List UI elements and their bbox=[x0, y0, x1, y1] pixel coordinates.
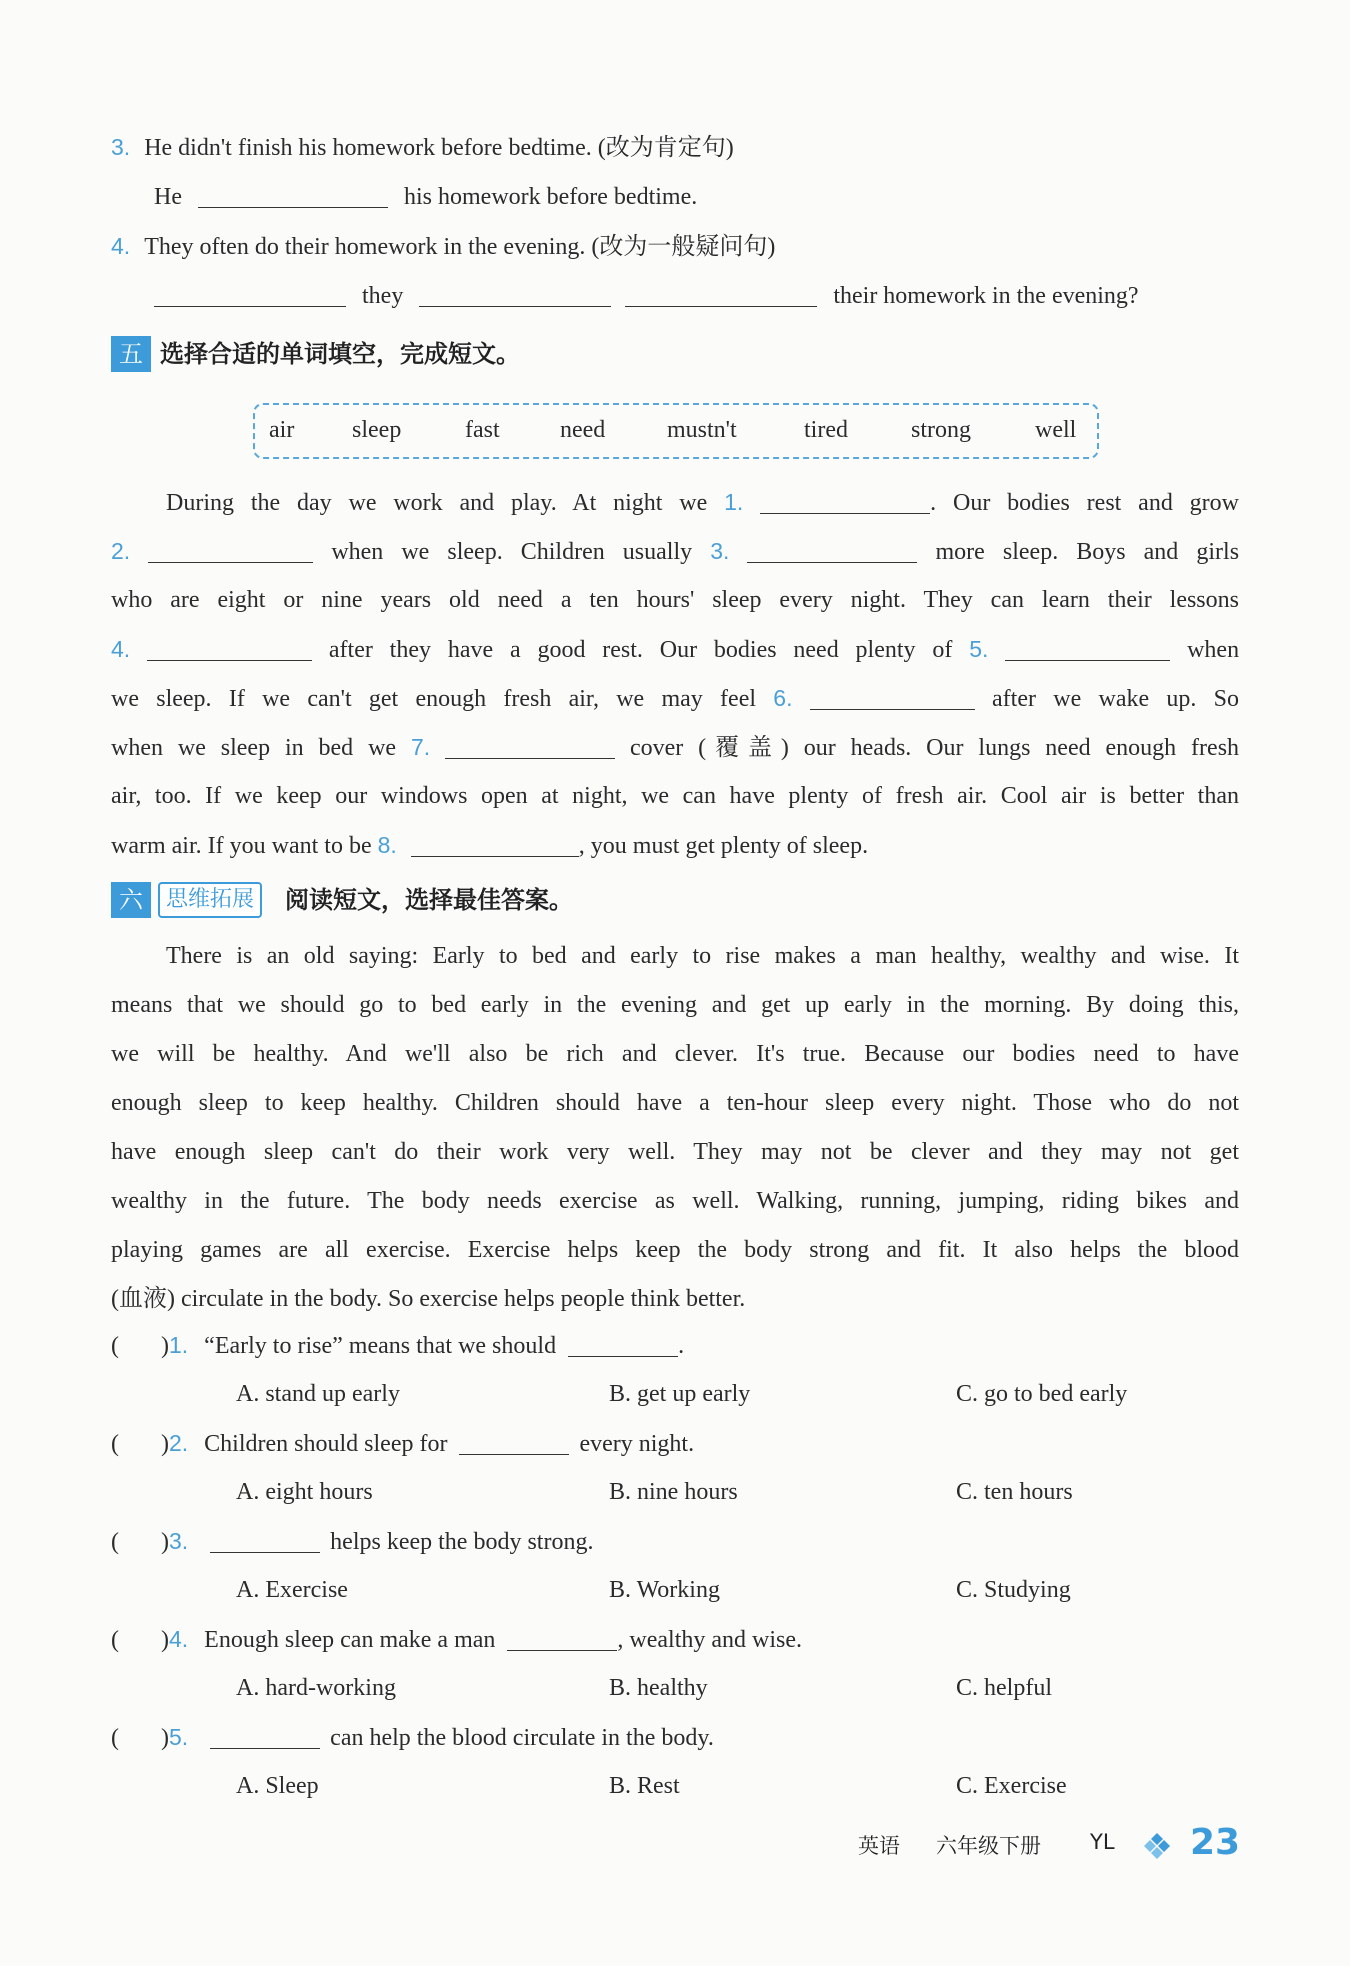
passage-line: warm air. If you want to be 8. , you must get plenty of sleep. bbox=[111, 832, 869, 859]
word-bank-item: well bbox=[1035, 417, 1077, 443]
answer-suffix: their homework in the evening? bbox=[833, 283, 1139, 309]
option-b[interactable]: B. Rest bbox=[609, 1773, 680, 1799]
footer-edition: YL bbox=[1090, 1830, 1115, 1854]
answer-line-4 bbox=[154, 281, 1139, 311]
answer-bracket[interactable]: ( ) bbox=[111, 1627, 169, 1653]
cloze-blank[interactable] bbox=[411, 832, 579, 857]
stem-blank bbox=[459, 1430, 569, 1455]
answer-bracket[interactable]: ( ) bbox=[111, 1333, 169, 1359]
option-a[interactable]: A. hard-working bbox=[236, 1675, 396, 1701]
passage-line: when we sleep in bed we 7. cover (覆盖) our heads. Our lungs need enough fresh bbox=[111, 734, 1240, 761]
passage-line: (血液) circulate in the body. So exercise helps people think better. bbox=[111, 1286, 746, 1312]
question-stem: Children should sleep for bbox=[204, 1431, 448, 1457]
section-badge: 六 bbox=[111, 882, 151, 918]
option-c[interactable]: C. go to bed early bbox=[956, 1381, 1128, 1407]
word-bank-item: mustn't bbox=[667, 417, 737, 443]
answer-bracket[interactable]: ( ) bbox=[111, 1431, 169, 1457]
cloze-blank[interactable] bbox=[445, 734, 615, 759]
question-stem-end: , wealthy and wise. bbox=[617, 1627, 803, 1653]
stem-blank bbox=[210, 1724, 320, 1749]
answer-blank[interactable] bbox=[625, 282, 817, 307]
footer-grade: 六年级下册 bbox=[936, 1834, 1041, 1858]
question-stem-end: can help the blood circulate in the body. bbox=[330, 1725, 714, 1751]
question-number: 3. bbox=[168, 1528, 189, 1554]
option-c[interactable]: C. ten hours bbox=[956, 1479, 1073, 1505]
passage-line: who are eight or nine years old need a ten hours' sleep every night. They can learn their lessons bbox=[111, 587, 1239, 613]
option-a[interactable]: A. stand up early bbox=[236, 1381, 400, 1407]
cloze-passage bbox=[111, 478, 1239, 870]
option-a[interactable]: A. eight hours bbox=[236, 1479, 373, 1505]
word-bank-item: need bbox=[560, 417, 606, 443]
mc-question bbox=[111, 1526, 593, 1557]
cloze-blank[interactable] bbox=[760, 489, 930, 514]
answer-blank[interactable] bbox=[198, 183, 388, 208]
option-c[interactable]: C. Studying bbox=[956, 1577, 1071, 1603]
option-b[interactable]: B. healthy bbox=[609, 1675, 708, 1701]
mc-question bbox=[111, 1428, 694, 1459]
mc-question bbox=[111, 1330, 684, 1361]
question-stem-end: helps keep the body strong. bbox=[330, 1529, 594, 1555]
cloze-blank[interactable] bbox=[1005, 636, 1170, 661]
cloze-blank[interactable] bbox=[147, 636, 312, 661]
passage-line: playing games are all exercise. Exercise helps keep the body strong and fit. It also helps the blood bbox=[111, 1237, 1239, 1263]
passage-line: air, too. If we keep our windows open at night, we can have plenty of fresh air. Cool air is better than bbox=[111, 783, 1239, 809]
passage-line: enough sleep to keep healthy. Children should have a ten-hour sleep every night. Those who do not bbox=[111, 1090, 1239, 1116]
answer-prefix: He bbox=[154, 184, 182, 210]
page-number: 23 bbox=[1190, 1822, 1241, 1863]
passage-line: During the day we work and play. At night we 1. . Our bodies rest and grow bbox=[166, 489, 1239, 516]
section-tag: 思维拓展 bbox=[158, 882, 262, 918]
passage-line: There is an old saying: Early to bed and early to rise makes a man healthy, wealthy and wise. It bbox=[166, 943, 1239, 969]
word-bank-item: fast bbox=[465, 417, 500, 443]
mc-question bbox=[111, 1722, 714, 1753]
question-stem: Enough sleep can make a man bbox=[204, 1627, 496, 1653]
section-badge: 五 bbox=[111, 336, 151, 372]
cloze-blank[interactable] bbox=[810, 685, 975, 710]
passage-line: have enough sleep can't do their work very well. They may not be clever and they may not get bbox=[111, 1139, 1239, 1165]
passage-line: we will be healthy. And we'll also be rich and clever. It's true. Because our bodies need to have bbox=[111, 1041, 1239, 1067]
footer-subject: 英语 bbox=[858, 1834, 900, 1858]
word-bank-item: air bbox=[269, 417, 295, 443]
option-a[interactable]: A. Exercise bbox=[236, 1577, 348, 1603]
answer-word: they bbox=[362, 283, 404, 309]
word-bank-item: tired bbox=[804, 417, 848, 443]
question-text: They often do their homework in the evening. (改为一般疑问句) bbox=[144, 234, 776, 260]
cloze-blank[interactable] bbox=[747, 538, 917, 563]
passage-line: means that we should go to bed early in the evening and get up early in the morning. By doing this, bbox=[111, 992, 1239, 1018]
stem-blank bbox=[210, 1528, 320, 1553]
question-stem: “Early to rise” means that we should bbox=[204, 1333, 557, 1359]
option-c[interactable]: C. Exercise bbox=[956, 1773, 1067, 1799]
option-a[interactable]: A. Sleep bbox=[236, 1773, 319, 1799]
question-text: He didn't finish his homework before bedtime. (改为肯定句) bbox=[144, 135, 734, 161]
answer-blank[interactable] bbox=[154, 282, 346, 307]
word-bank bbox=[253, 403, 1099, 459]
answer-blank[interactable] bbox=[419, 282, 611, 307]
passage-line: 2. when we sleep. Children usually 3. more sleep. Boys and girls bbox=[111, 538, 1240, 565]
option-b[interactable]: B. nine hours bbox=[609, 1479, 738, 1505]
question-stem-end: . bbox=[678, 1333, 685, 1359]
passage-line: we sleep. If we can't get enough fresh air, we may feel 6. after we wake up. So bbox=[111, 685, 1239, 712]
option-b[interactable]: B. Working bbox=[609, 1577, 720, 1603]
section-title: 阅读短文，选择最佳答案。 bbox=[285, 886, 573, 914]
answer-bracket[interactable]: ( ) bbox=[111, 1529, 169, 1555]
question-stem-end: every night. bbox=[579, 1431, 695, 1457]
option-b[interactable]: B. get up early bbox=[609, 1381, 751, 1407]
diamond-icon bbox=[1142, 1832, 1172, 1860]
question-number: 4. bbox=[111, 233, 131, 259]
answer-line-3 bbox=[154, 182, 697, 212]
word-bank-item: sleep bbox=[352, 417, 402, 443]
word-bank-item: strong bbox=[911, 417, 971, 443]
question-4 bbox=[111, 231, 775, 262]
question-number: 5. bbox=[168, 1724, 189, 1750]
question-number: 3. bbox=[111, 134, 131, 160]
mc-question bbox=[111, 1624, 802, 1655]
stem-blank bbox=[568, 1332, 678, 1357]
answer-bracket[interactable]: ( ) bbox=[111, 1725, 169, 1751]
question-number: 1. bbox=[168, 1332, 189, 1358]
stem-blank bbox=[507, 1626, 617, 1651]
question-number: 2. bbox=[168, 1430, 189, 1456]
reading-passage bbox=[111, 932, 1239, 1324]
passage-line: 4. after they have a good rest. Our bodies need plenty of 5. when bbox=[111, 636, 1240, 663]
cloze-blank[interactable] bbox=[148, 538, 313, 563]
option-c[interactable]: C. helpful bbox=[956, 1675, 1052, 1701]
passage-line: wealthy in the future. The body needs exercise as well. Walking, running, jumping, riding bikes and bbox=[111, 1188, 1239, 1214]
answer-suffix: his homework before bedtime. bbox=[403, 184, 698, 210]
section-title: 选择合适的单词填空，完成短文。 bbox=[160, 340, 520, 368]
question-number: 4. bbox=[168, 1626, 189, 1652]
question-3 bbox=[111, 132, 734, 163]
